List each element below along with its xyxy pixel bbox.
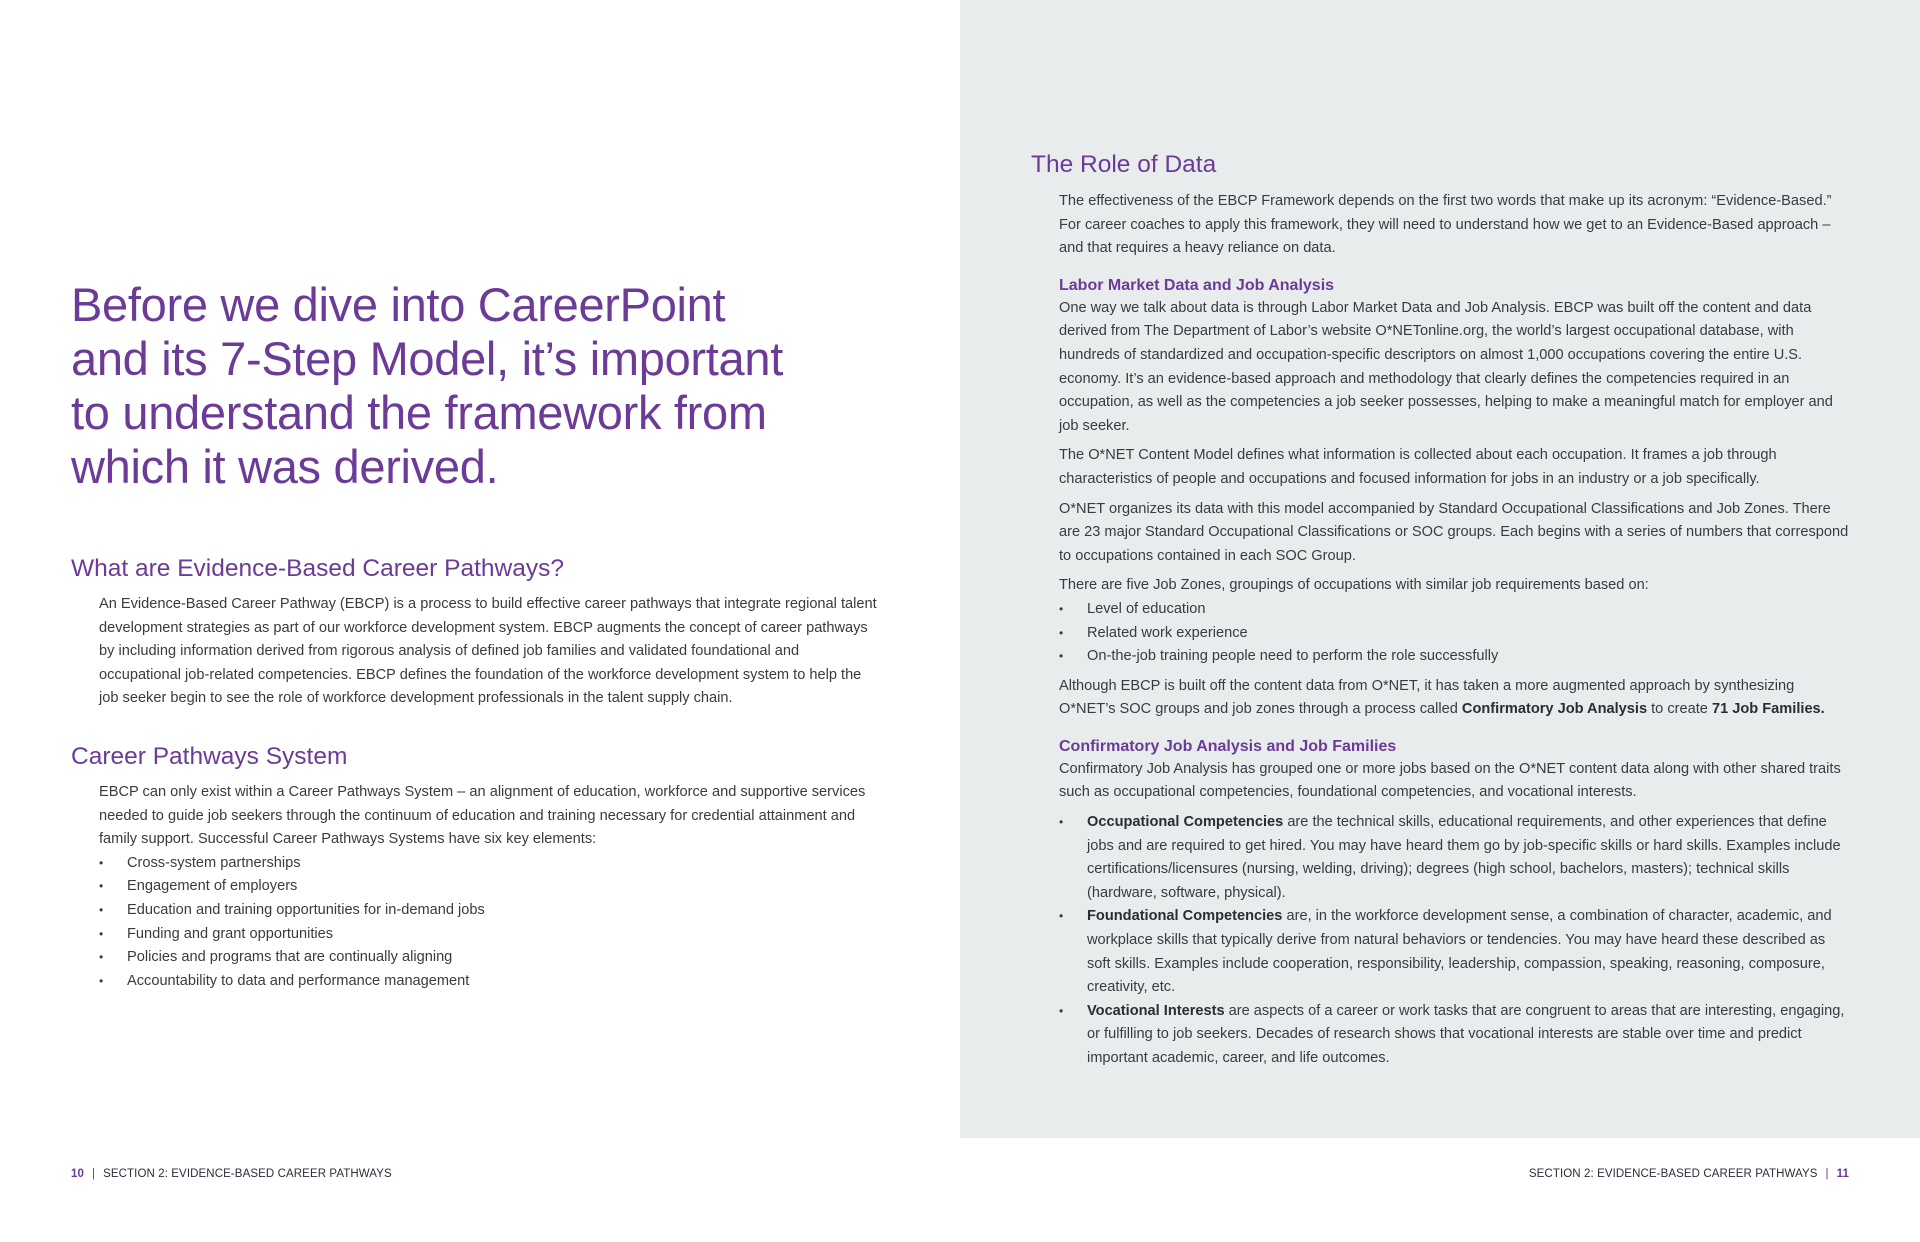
competency-term: Vocational Interests: [1087, 1002, 1225, 1019]
list-item: • On-the-job training people need to perform the role successfully: [1059, 645, 1849, 669]
footer-separator: |: [92, 1168, 96, 1180]
competency-term: Foundational Competencies: [1087, 908, 1283, 925]
hero-statement: Before we dive into CareerPoint and its 7-Step Model, it’s important to understand the framework from which it was derived.: [71, 278, 783, 493]
role-of-data-heading: The Role of Data: [1031, 151, 1217, 178]
list-item: • Accountability to data and performance management: [99, 970, 879, 994]
key-elements-list: [99, 852, 879, 994]
ebcp-section: [71, 554, 891, 711]
competencies-list: [1059, 811, 1849, 1071]
career-pathways-heading: Career Pathways System: [71, 743, 348, 770]
role-of-data-intro: The effectiveness of the EBCP Framework depends on the first two words that make up its acronym: “Evidence-Based.” For career coaches to apply this framework, they will need to understand how we get to an Evidence-Based approach – and that requires a heavy reliance on data.: [1059, 193, 1832, 257]
career-pathways-section: [71, 742, 891, 993]
ebcp-body: An Evidence-Based Career Pathway (EBCP) is a process to build effective career pathways that integrate regional talent development strategies as part of our workforce development system. EBCP augments the concept of career pathways by including information derived from rigorous analysis of defined job families and validated foundational and occupational job-related competencies. EBCP defines the foundation of the workforce development system to help the job seeker begin to see the role of workforce development professionals in the talent supply chain.: [99, 596, 877, 707]
labor-market-paragraph: One way we talk about data is through Labor Market Data and Job Analysis. EBCP was built off the content and data derived from The Department of Labor’s website O*NETonline.org, the world’s largest occupational database, with hundreds of standardized and occupation-specific descriptors on almost 1,000 occupations covering the entire U.S. economy. It’s an evidence-based approach and methodology that clearly defines the competencies required in an occupation, as well as the competencies a job seeker possesses, helping to make a meaningful match for employer and job seeker.: [1059, 299, 1833, 434]
list-item: • Vocational Interests are aspects of a career or work tasks that are congruent to areas that are interesting, engaging, or fulfilling to job seekers. Decades of research shows that vocational interests are stable over time and predict important academic, career, and life outcomes.: [1059, 1000, 1849, 1071]
job-families-term: 71 Job Families.: [1711, 701, 1825, 718]
footer-separator: |: [1825, 1168, 1829, 1180]
list-item: • Engagement of employers: [99, 875, 879, 899]
confirmatory-heading: Confirmatory Job Analysis and Job Families: [1059, 737, 1397, 755]
job-zones-list: [1059, 598, 1849, 669]
list-item: • Cross-system partnerships: [99, 852, 879, 876]
career-pathways-body: EBCP can only exist within a Career Pathways System – an alignment of education, workforce and supportive services needed to guide job seekers through the continuum of education and training necessary for credential attainment and family support. Successful Career Pathways Systems have six key elements:: [99, 784, 866, 848]
role-of-data-section: [1031, 150, 1849, 1071]
job-zones-intro: There are five Job Zones, groupings of occupations with similar job requirements based on:: [1059, 577, 1649, 594]
left-section-label: SECTION 2: EVIDENCE-BASED CAREER PATHWAYS: [103, 1168, 392, 1180]
ebcp-heading: What are Evidence-Based Career Pathways?: [71, 555, 564, 582]
right-section-label: SECTION 2: EVIDENCE-BASED CAREER PATHWAYS: [1528, 1168, 1818, 1180]
augmented-approach-paragraph: Although EBCP is built off the content data from O*NET, it has taken a more augmented approach by synthesizing O*NET’s SOC groups and job zones through a process called Confirmatory Job Analysis to create 71 Job Families.: [1059, 677, 1825, 718]
list-item: • Related work experience: [1059, 622, 1849, 646]
soc-paragraph: O*NET organizes its data with this model accompanied by Standard Occupational Classifications and Job Zones. There are 23 major Standard Occupational Classifications or SOC groups. Each begins with a series of numbers that correspond to occupations contained in each SOC Group.: [1059, 500, 1849, 564]
right-footer: [1529, 1168, 1849, 1180]
list-item: • Foundational Competencies are, in the workforce development sense, a combination of character, academic, and workplace skills that typically derive from natural behaviors or tendencies. You may have heard these described as soft skills. Examples include cooperation, responsibility, leadership, compassion, speaking, reasoning, composure, creativity, etc.: [1059, 905, 1849, 999]
content-model-paragraph: The O*NET Content Model defines what information is collected about each occupation. It frames a job through characteristics of people and occupations and focused information for jobs in an industry or a job specifically.: [1059, 447, 1777, 487]
confirmatory-intro: Confirmatory Job Analysis has grouped one or more jobs based on the O*NET content data along with other shared traits such as occupational competencies, foundational competencies, and vocational interests.: [1059, 760, 1841, 801]
left-page-number: 10: [71, 1168, 84, 1180]
confirmatory-job-analysis-term: Confirmatory Job Analysis: [1461, 701, 1648, 718]
list-item: • Level of education: [1059, 598, 1849, 622]
right-page-number: 11: [1836, 1168, 1849, 1180]
list-item: • Occupational Competencies are the technical skills, educational requirements, and other experiences that define jobs and are required to get hired. You may have heard them go by job-specific skills or hard skills. Examples include certifications/licensures (nursing, welding, driving); degrees (high school, bachelors, masters); technical skills (hardware, software, physical).: [1059, 811, 1849, 905]
list-item: • Policies and programs that are continually aligning: [99, 946, 879, 970]
competency-term: Occupational Competencies: [1087, 814, 1284, 831]
list-item: • Education and training opportunities for in-demand jobs: [99, 899, 879, 923]
labor-market-heading: Labor Market Data and Job Analysis: [1059, 276, 1335, 294]
left-footer: [71, 1168, 392, 1180]
list-item: • Funding and grant opportunities: [99, 923, 879, 947]
